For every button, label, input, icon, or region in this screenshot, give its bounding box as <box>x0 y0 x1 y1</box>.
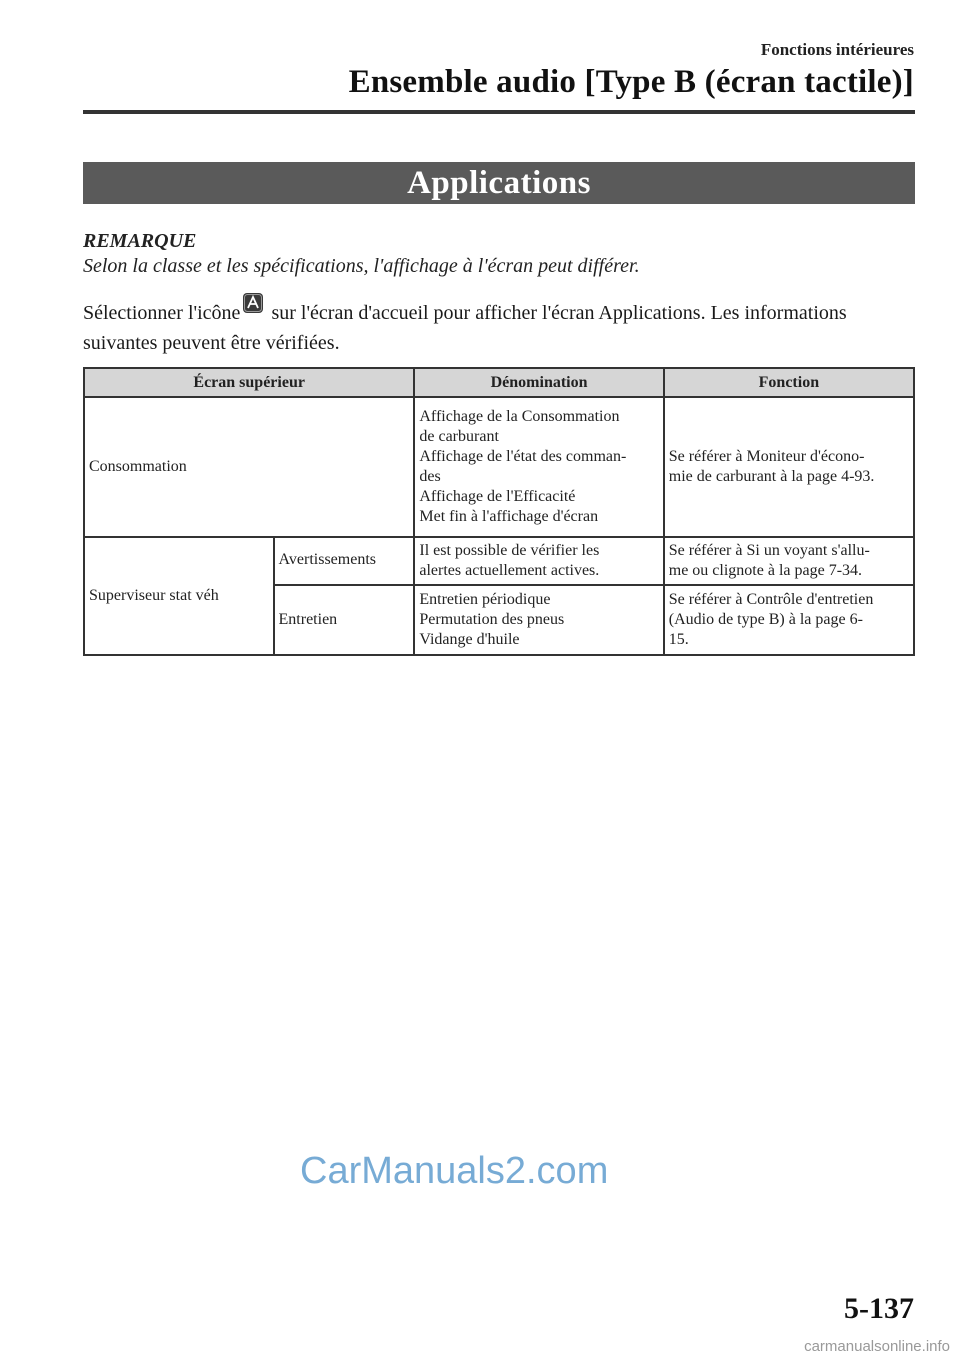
text-line: Se référer à Si un voyant s'allu- <box>668 542 870 559</box>
text-line: mie de carburant à la page 4-93. <box>668 468 875 485</box>
cell-function <box>664 397 914 537</box>
header-rule <box>83 110 915 114</box>
text-line: Se référer à Contrôle d'entretien <box>668 591 874 608</box>
intro-paragraph <box>83 298 883 358</box>
text-line: Affichage de la Consommation <box>419 408 620 425</box>
watermark: CarManuals2.com <box>300 1150 609 1192</box>
text-line: Met fin à l'affichage d'écran <box>419 508 599 525</box>
title-banner <box>83 162 915 204</box>
text-line: alertes actuellement actives. <box>419 562 600 579</box>
cell-denomination <box>414 585 663 655</box>
header-section-title: Ensemble audio [Type B (écran tactile)] <box>348 64 914 100</box>
table-header-row <box>84 368 914 397</box>
applications-table <box>83 367 915 656</box>
intro-text-before: Sélectionner l'icône <box>83 302 241 324</box>
text-line: Entretien périodique <box>419 591 551 608</box>
text-line: Affichage de l'état des comman- <box>419 448 627 465</box>
text-line: (Audio de type B) à la page 6- <box>668 611 863 628</box>
cell-screen: Superviseur stat véh <box>84 537 274 655</box>
table-row <box>84 537 914 585</box>
cell-function <box>664 537 914 585</box>
text-line: me ou clignote à la page 7-34. <box>668 562 863 579</box>
text-line: Permutation des pneus <box>419 611 565 628</box>
cell-denomination <box>414 397 663 537</box>
table-row <box>84 397 914 537</box>
header-denomination: Dénomination <box>414 368 663 397</box>
cell-denomination <box>414 537 663 585</box>
cell-sub-category: Avertissements <box>274 537 415 585</box>
note-text: Selon la classe et les spécifications, l'affichage à l'écran peut différer. <box>83 255 640 277</box>
text-line: Il est possible de vérifier les <box>419 542 600 559</box>
header-screen: Écran supérieur <box>84 368 414 397</box>
applications-icon <box>242 292 264 314</box>
text-line: Vidange d'huile <box>419 631 520 648</box>
text-line: Affichage de l'Efficacité <box>419 488 576 505</box>
page-number: 5-137 <box>844 1292 914 1325</box>
note-label: REMARQUE <box>83 230 197 252</box>
cell-screen: Consommation <box>84 397 414 537</box>
cell-sub-category: Entretien <box>274 585 415 655</box>
header-chapter: Fonctions intérieures <box>760 40 914 59</box>
site-footer: carmanualsonline.info <box>804 1338 950 1355</box>
cell-function <box>664 585 914 655</box>
text-line: Se référer à Moniteur d'écono- <box>668 448 865 465</box>
text-line: de carburant <box>419 428 499 445</box>
page-title: Applications <box>407 164 591 201</box>
text-line: 15. <box>668 631 689 648</box>
text-line: des <box>419 468 441 485</box>
header-function: Fonction <box>664 368 914 397</box>
intro-text-after: sur l'écran d'accueil pour afficher l'écran Applications. Les informations suivantes peuvent être vérifiées. <box>83 302 847 354</box>
